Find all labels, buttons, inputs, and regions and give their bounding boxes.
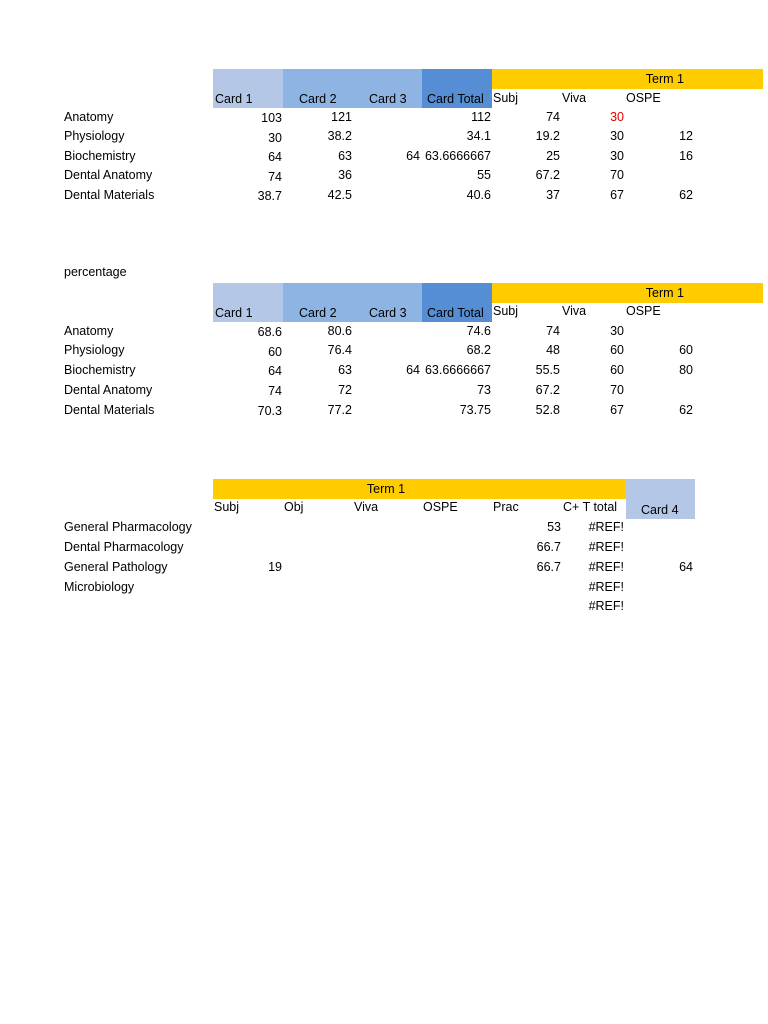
card1-value: 103 [261, 111, 282, 125]
subject-name: General Pathology [64, 560, 168, 574]
card2-value: 36 [338, 168, 352, 182]
prac-value: 53 [547, 520, 561, 534]
header-subj: Subj [214, 500, 240, 514]
header-card1: Card 1 [215, 92, 253, 106]
viva-value: 60 [610, 363, 624, 377]
card1-value: 74 [268, 170, 282, 184]
ct-total-value: #REF! [588, 520, 624, 534]
viva-value: 60 [610, 343, 624, 357]
viva-value: 30 [610, 149, 624, 163]
viva-value: 67 [610, 188, 624, 202]
viva-value: 30 [610, 129, 624, 143]
card-total-value: 74.6 [466, 324, 491, 338]
subj-value: 25 [546, 149, 560, 163]
viva-value-highlighted: 30 [610, 110, 624, 124]
header-card2: Card 2 [299, 306, 337, 320]
section-title: percentage [64, 265, 127, 279]
subj-value: 67.2 [535, 383, 560, 397]
subject-name: Physiology [64, 129, 125, 143]
subject-name: Dental Materials [64, 188, 155, 202]
header-ospe: OSPE [626, 304, 661, 318]
subject-name: Dental Anatomy [64, 383, 153, 397]
card2-value: 121 [331, 110, 352, 124]
card2-value: 63 [338, 363, 352, 377]
subject-name: Microbiology [64, 580, 135, 594]
subj-value: 19.2 [535, 129, 560, 143]
term1-label: Term 1 [645, 286, 684, 300]
ospe-value: 80 [679, 363, 693, 377]
card1-value: 30 [268, 131, 282, 145]
card-total-value: 34.1 [466, 129, 491, 143]
subject-name: General Pharmacology [64, 520, 192, 534]
card3-value: 64 [406, 363, 420, 377]
subject-name: Dental Materials [64, 403, 155, 417]
subj-value: 48 [546, 343, 560, 357]
header-subj: Subj [493, 304, 519, 318]
subj-value: 74 [546, 324, 560, 338]
header-viva: Viva [562, 91, 587, 105]
card2-value: 77.2 [327, 403, 352, 417]
viva-value: 70 [610, 383, 624, 397]
ospe-value: 60 [679, 343, 693, 357]
card-total-value: 63.6666667 [424, 363, 491, 377]
prac-value: 66.7 [536, 560, 561, 574]
ospe-value: 62 [679, 188, 693, 202]
header-card3: Card 3 [369, 306, 407, 320]
card1-value: 60 [268, 345, 282, 359]
card2-value: 42.5 [327, 188, 352, 202]
ospe-value: 62 [679, 403, 693, 417]
card2-value: 80.6 [327, 324, 352, 338]
card1-value: 68.6 [257, 325, 282, 339]
card-total-value: 68.2 [466, 343, 491, 357]
subject-name: Dental Pharmacology [64, 540, 184, 554]
ct-total-value: #REF! [588, 599, 624, 613]
subject-name: Anatomy [64, 110, 114, 124]
header-ct-total: C+ T total [563, 500, 618, 514]
header-subj: Subj [493, 91, 519, 105]
card1-value: 70.3 [257, 404, 282, 418]
viva-value: 70 [610, 168, 624, 182]
card3-value: 64 [406, 149, 420, 163]
subject-name: Biochemistry [64, 149, 136, 163]
subj-value: 37 [546, 188, 560, 202]
viva-value: 67 [610, 403, 624, 417]
obj-value: 19 [268, 560, 282, 574]
card2-value: 38.2 [327, 129, 352, 143]
card-total-value: 73 [477, 383, 491, 397]
header-prac: Prac [493, 500, 519, 514]
card2-value: 63 [338, 149, 352, 163]
header-card1: Card 1 [215, 306, 253, 320]
viva-value: 30 [610, 324, 624, 338]
header-card2: Card 2 [299, 92, 337, 106]
subj-value: 67.2 [535, 168, 560, 182]
card-total-value: 40.6 [466, 188, 491, 202]
subject-name: Anatomy [64, 324, 114, 338]
card-total-value: 63.6666667 [424, 149, 491, 163]
ct-total-value: #REF! [588, 580, 624, 594]
header-ospe: OSPE [626, 91, 661, 105]
header-viva: Viva [354, 500, 379, 514]
card1-value: 64 [268, 150, 282, 164]
card-total-value: 55 [477, 168, 491, 182]
subject-name: Physiology [64, 343, 125, 357]
header-obj: Obj [284, 500, 304, 514]
subj-value: 52.8 [535, 403, 560, 417]
subject-name: Biochemistry [64, 363, 136, 377]
header-card-total: Card Total [427, 306, 484, 320]
header-viva: Viva [562, 304, 587, 318]
ospe-value: 16 [679, 149, 693, 163]
ct-total-value: #REF! [588, 560, 624, 574]
card2-value: 72 [338, 383, 352, 397]
ospe-value: 12 [679, 129, 693, 143]
card1-value: 74 [268, 384, 282, 398]
card-total-value: 73.75 [459, 403, 491, 417]
header-ospe: OSPE [423, 500, 458, 514]
card4-value: 64 [679, 560, 693, 574]
ct-total-value: #REF! [588, 540, 624, 554]
header-card3: Card 3 [369, 92, 407, 106]
card2-value: 76.4 [327, 343, 352, 357]
card-total-value: 112 [471, 110, 491, 124]
header-card-total: Card Total [427, 92, 484, 106]
card1-value: 38.7 [257, 189, 282, 203]
subj-value: 74 [546, 110, 560, 124]
subj-value: 55.5 [535, 363, 560, 377]
prac-value: 66.7 [536, 540, 561, 554]
header-card4: Card 4 [641, 503, 679, 517]
term1-label: Term 1 [366, 482, 406, 496]
subject-name: Dental Anatomy [64, 168, 153, 182]
card1-value: 64 [268, 364, 282, 378]
term1-label: Term 1 [645, 72, 684, 86]
